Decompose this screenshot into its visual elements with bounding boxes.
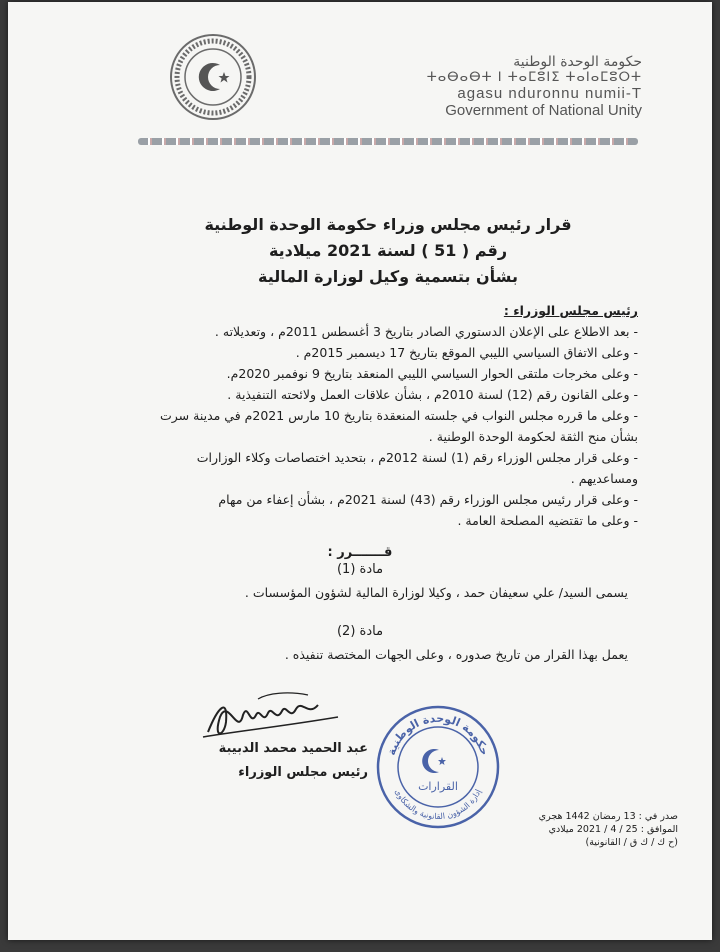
reference-block bbox=[498, 810, 678, 849]
article-2-text: يعمل بهذا القرار من تاريخ صدوره ، وعلى الجهات المختصة تنفيذه . bbox=[284, 647, 628, 662]
gov-name-tifinagh: ⵜⴰⴱⴰⴱⵜ ⵏ ⵜⴰⵎⵓⵏⵉ ⵜⴰⵏⴰⵎⵓⵔⵜ bbox=[426, 70, 642, 85]
article-1-title: مادة (1) bbox=[336, 562, 384, 577]
official-stamp bbox=[373, 702, 503, 832]
stamp-center-text: القرارات bbox=[418, 780, 458, 793]
title-line-1: قرار رئيس مجلس وزراء حكومة الوحدة الوطنية bbox=[204, 215, 572, 234]
stamp-bottom-text: إدارة الشؤون القانونية والشكاوى bbox=[393, 787, 483, 822]
decision-title bbox=[188, 212, 588, 290]
preamble bbox=[158, 300, 638, 531]
signer-name: عبد الحميد محمد الدبيبة bbox=[218, 741, 368, 756]
title-line-3: بشأن بتسمية وكيل لوزارة المالية bbox=[258, 267, 518, 286]
signer-role: رئيس مجلس الوزراء bbox=[238, 765, 368, 780]
gov-name-amazigh: agasu nduronnu numii-T bbox=[457, 85, 642, 102]
document-page bbox=[8, 2, 712, 940]
preamble-item: - وعلى ما تقتضيه المصلحة العامة . bbox=[457, 513, 638, 528]
government-emblem-icon bbox=[168, 32, 258, 122]
title-line-2: رقم ( 51 ) لسنة 2021 ميلادية bbox=[268, 241, 508, 260]
article-1-text: يسمى السيد/ علي سعيفان حمد ، وكيلا لوزارة المالية لشؤون المؤسسات . bbox=[244, 585, 628, 600]
preamble-item: - وعلى الاتفاق السياسي الليبي الموقع بتاريخ 17 ديسمبر 2015م . bbox=[295, 345, 638, 360]
gov-name-arabic: حكومة الوحدة الوطنية bbox=[513, 54, 642, 70]
issue-date-hijri: صدر في : 13 رمضان 1442 هجري bbox=[538, 811, 678, 822]
article-2-title: مادة (2) bbox=[336, 624, 384, 639]
government-header bbox=[382, 54, 642, 119]
preamble-item: - وعلى قرار رئيس مجلس الوزراء رقم (43) لسنة 2021م ، بشأن إعفاء من مهام bbox=[218, 492, 638, 507]
issue-date-gregorian: الموافق : 25 / 4 / 2021 ميلادي bbox=[548, 824, 678, 835]
preamble-item: - وعلى مخرجات ملتقى الحوار السياسي الليبي المنعقد بتاريخ 9 نوفمبر 2020م. bbox=[226, 366, 638, 381]
header-divider bbox=[138, 138, 638, 145]
gov-name-english: Government of National Unity bbox=[445, 102, 642, 119]
preamble-item: - بعد الاطلاع على الإعلان الدستوري الصادر بتاريخ 3 أغسطس 2011م ، وتعديلاته . bbox=[214, 324, 638, 339]
preamble-heading: رئيس مجلس الوزراء : bbox=[503, 303, 638, 318]
preamble-item: - وعلى قرار مجلس الوزراء رقم (1) لسنة 2012م ، بتحديد اختصاصات وكلاء الوزارات ومساعديهم . bbox=[196, 450, 638, 486]
stamp-top-text: حكومة الوحدة الوطنية bbox=[384, 711, 492, 757]
preamble-item: - وعلى ما قرره مجلس النواب في جلسته المنعقدة بتاريخ 10 مارس 2021م في مدينة سرت بشأن منح الثقة لحكومة الوحدة الوطنية . bbox=[160, 408, 638, 444]
signer-block bbox=[168, 737, 368, 785]
reference-code: (ح ك / ك ق / القانونية) bbox=[585, 837, 678, 848]
preamble-item: - وعلى القانون رقم (12) لسنة 2010م ، بشأن علاقات العمل ولائحته التنفيذية . bbox=[227, 387, 638, 402]
decision-heading: قـــــــرر : bbox=[327, 545, 393, 560]
